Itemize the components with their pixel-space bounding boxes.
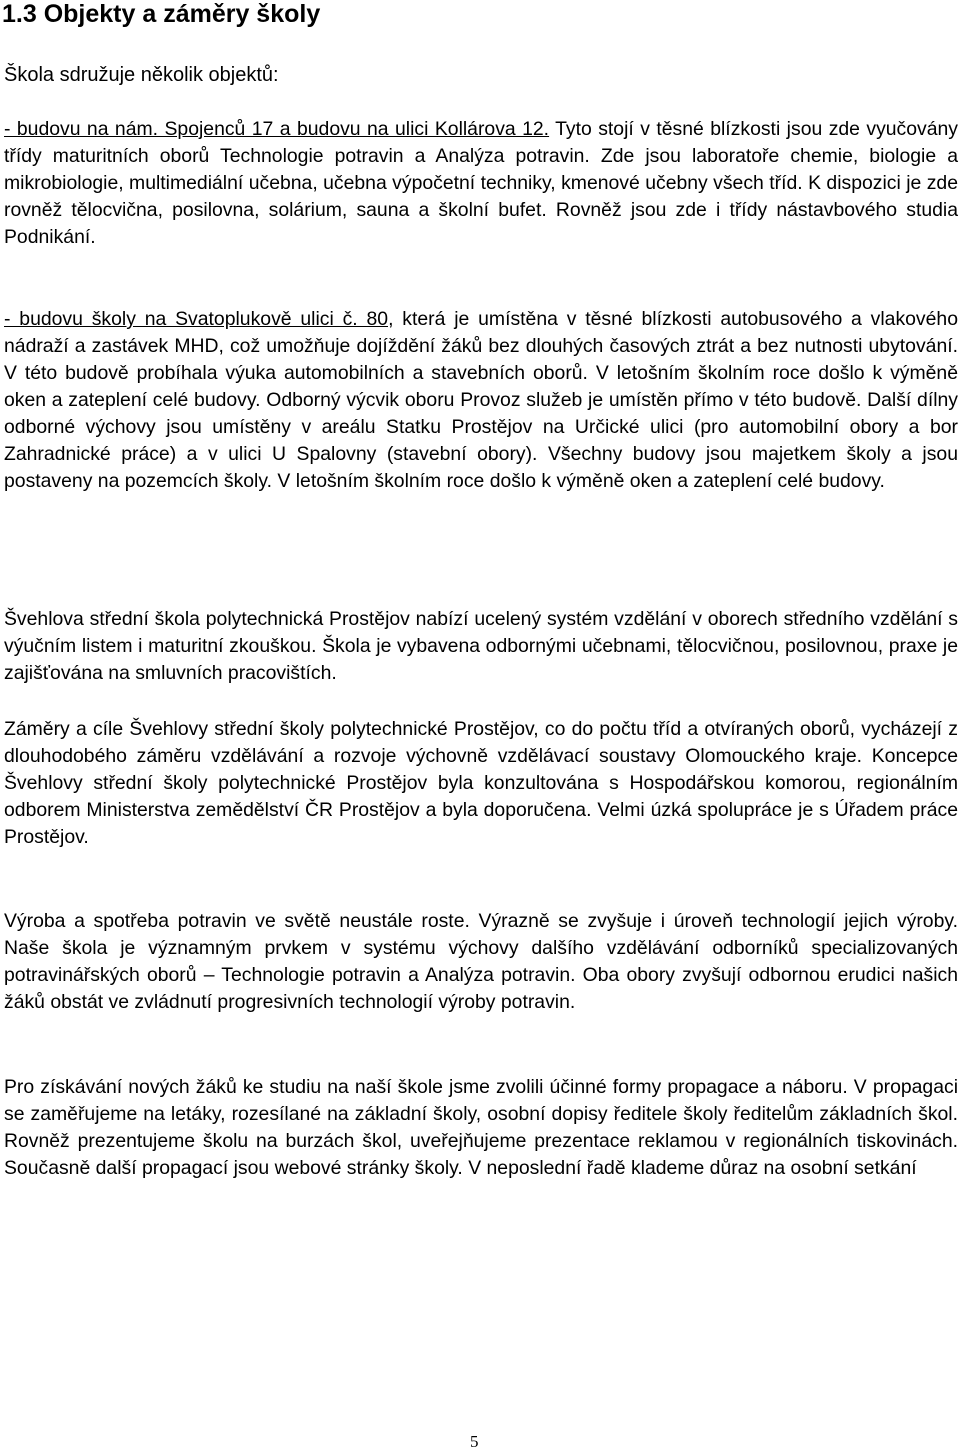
intro-text: Škola sdružuje několik objektů: [4, 64, 279, 86]
paragraph-food-production: Výroba a spotřeba potravin ve světě neustále roste. Výrazně se zvyšuje i úroveň technologií jejich výroby. Naše škola je významným prvkem v systému výchovy dalšího vzdělávání odborníků specializovaných potravinářských oborů – Technologie potravin a Analýza potravin. Oba obory zvyšují odbornou erudici našich žáků obstát ve zvládnutí progresivních technologií výroby potravin. [4, 910, 958, 1013]
paragraph-education-system: Švehlova střední škola polytechnická Prostějov nabízí ucelený systém vzdělání v oborech středního vzdělání s výučním listem i maturitní zkouškou. Škola je vybavena odbornými učebnami, tělocvičnou, posilovnou, praxe je zajišťována na smluvních pracovištích. [4, 608, 958, 684]
paragraph-promotion: Pro získávání nových žáků ke studiu na naší škole jsme zvolili účinné formy propagace a náboru. V propagaci se zaměřujeme na letáky, rozesílané na základní školy, osobní dopisy ředitele školy ředitelům základních škol. Rovněž prezentujeme školu na burzách škol, uveřejňujeme prezentace reklamou v regionálních tiskovinách. Současně další propagací jsou webové stránky školy. V neposlední řadě klademe důraz na osobní setkání [4, 1076, 958, 1179]
paragraph-building-1 [4, 116, 958, 251]
building-2-text: která je umístěna v těsné blízkosti autobusového a vlakového nádraží a zastávek MHD, což umožňuje dojíždění žáků bez dlouhých časových ztrát a bez nutnosti ubytování. V této budově probíhala výuka automobilních a stavebních oborů. V letošním školním roce došlo k výměně oken a zateplení celé budovy. Odborný výcvik oboru Provoz služeb je umístěn přímo v této budově. Další dílny odborné výchovy jsou umístěny v areálu Statku Prostějov na Určické ulici (pro automobilní obory a bor Zahradnické práce) a v ulici U Spalovny (stavební obory). Všechny budovy jsou majetkem školy a jsou postaveny na pozemcích školy. V letošním školním roce došlo k výměně oken a zateplení celé budovy. [4, 308, 958, 492]
section-heading: 1.3 Objekty a záměry školy [2, 0, 321, 28]
paragraph-goals: Záměry a cíle Švehlovy střední školy polytechnické Prostějov, co do počtu tříd a otvíraných oborů, vycházejí z dlouhodobého záměru vzdělávání a rozvoje výchovně vzdělávací soustavy Olomouckého kraje. Koncepce Švehlovy střední školy polytechnické Prostějov byla konzultována s Hospodářskou komorou, regionálním odborem Ministerstva zemědělství ČR Prostějov a byla doporučena. Velmi úzká spolupráce je s Úřadem práce Prostějov. [4, 718, 958, 848]
paragraph-building-2 [4, 306, 958, 495]
building-1-label: - budovu na nám. Spojenců 17 a budovu na ulici Kollárova 12. [4, 118, 550, 140]
building-2-label: - budovu školy na Svatoplukově ulici č. 80, [4, 308, 394, 330]
page-number: 5 [470, 1432, 479, 1451]
building-1-text: Tyto stojí v těsné blízkosti jsou zde vyučovány třídy maturitních oborů Technologie potravin a Analýza potravin. Zde jsou laboratoře chemie, biologie a mikrobiologie, multimediální učebna, učebna výpočetní techniky, kmenové učebny všech tříd. K dispozici je zde rovněž tělocvična, posilovna, solárium, sauna a školní bufet. Rovněž jsou zde i třídy nástavbového studia Podnikání. [4, 118, 958, 248]
